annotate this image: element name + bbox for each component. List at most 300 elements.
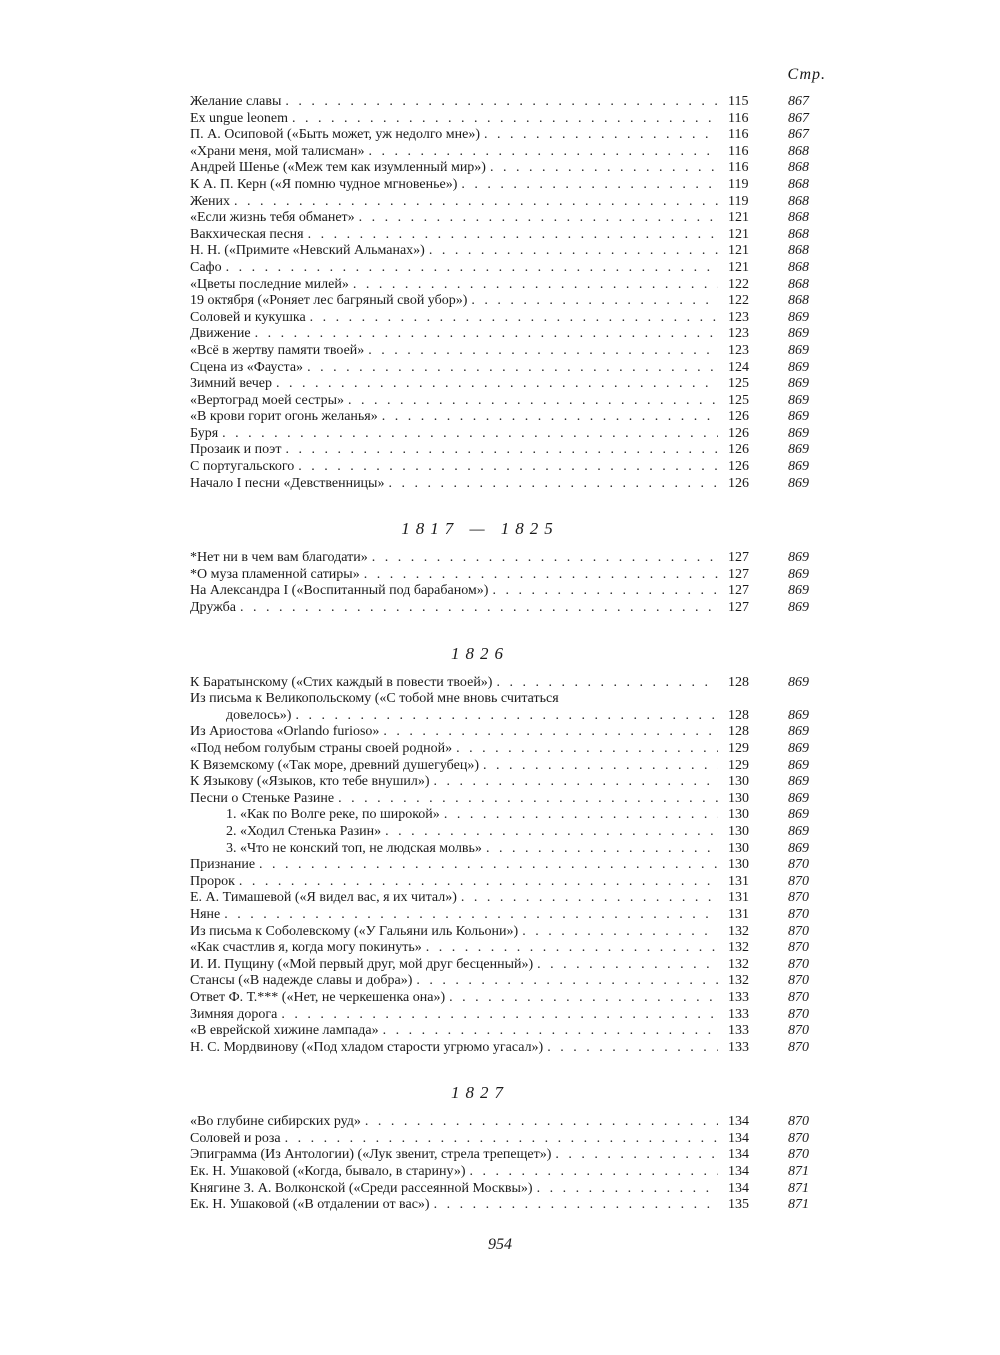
entry-page-number: 121	[728, 210, 749, 226]
toc-entry	[190, 1164, 830, 1181]
entry-note-page: 869	[788, 425, 809, 441]
toc-entry	[190, 111, 830, 128]
entry-title-text: Н. Н. («Примите «Невский Альманах»)	[190, 243, 425, 259]
entry-title-text: «Вертоград моей сестры»	[190, 392, 344, 408]
entry-title	[190, 550, 718, 567]
dot-leader	[537, 1181, 718, 1198]
entry-page-number: 126	[728, 459, 749, 475]
entry-page-number: 131	[728, 890, 749, 906]
entry-title	[190, 293, 718, 310]
entry-page-number: 128	[728, 724, 749, 740]
entry-page-number: 121	[728, 259, 749, 275]
entry-page-number: 123	[728, 309, 749, 325]
entry-title	[226, 807, 718, 824]
entry-title	[190, 724, 718, 741]
section-title: 1817 — 1825	[401, 519, 559, 539]
toc-entry	[190, 824, 830, 841]
entry-page-number: 133	[728, 1039, 749, 1055]
entry-page-number: 128	[728, 707, 749, 723]
entry-page-number: 115	[728, 94, 749, 109]
entry-note-page: 870	[788, 857, 809, 873]
entry-title-text: Признание	[190, 857, 256, 873]
entry-note-page: 868	[788, 243, 809, 259]
dot-leader	[496, 675, 718, 692]
entry-title-text: «В крови горит огонь желанья»	[190, 409, 378, 425]
toc-entry	[190, 758, 830, 775]
entry-note-page: 869	[788, 741, 809, 756]
entry-page-number: 132	[728, 956, 749, 972]
toc-entry	[190, 177, 830, 194]
entry-title	[190, 741, 718, 758]
entry-note-page: 869	[788, 707, 809, 723]
toc-entry	[190, 583, 830, 600]
dot-leader	[353, 277, 718, 294]
entry-note-page: 869	[788, 376, 809, 392]
entry-page-number: 126	[728, 409, 749, 425]
entry-title	[190, 160, 718, 177]
entry-page-number: 121	[728, 243, 749, 259]
entry-title	[190, 177, 718, 194]
entry-page-number: 135	[728, 1197, 749, 1213]
entry-note-page: 869	[788, 600, 809, 616]
entry-title-text: Соловей и кукушка	[190, 309, 306, 325]
toc-entry	[190, 127, 830, 144]
entry-title	[190, 791, 718, 808]
entry-title-text: 2. «Ходил Стенька Разин»	[226, 823, 382, 839]
entry-page-number: 127	[728, 600, 749, 616]
dot-leader	[461, 890, 718, 907]
entry-title-text: Княгине З. А. Волконской («Среди рассеянной Москвы»)	[190, 1180, 533, 1196]
entry-note-page: 869	[788, 409, 809, 425]
toc-entry	[190, 260, 830, 277]
entry-note-page: 871	[788, 1180, 809, 1196]
entry-note-page: 868	[788, 276, 809, 292]
entry-page-number: 116	[728, 143, 749, 159]
entry-page-number: 132	[728, 940, 749, 956]
entry-title	[190, 127, 718, 144]
entry-note-page: 868	[788, 193, 809, 209]
entry-page-number: 134	[728, 1147, 749, 1163]
entry-title-text: 19 октября («Роняет лес багряный свой убор»)	[190, 293, 468, 309]
toc-entry	[190, 691, 830, 708]
dot-leader	[368, 144, 718, 161]
toc-entry	[190, 675, 830, 692]
entry-page-number: 125	[728, 392, 749, 408]
dot-leader	[483, 758, 718, 775]
entry-note-page: 869	[788, 674, 809, 690]
entry-page-number: 134	[728, 1164, 749, 1180]
entry-title-text: Движение	[190, 326, 251, 342]
entry-note-page: 869	[788, 566, 809, 582]
entry-title-text: «В еврейской хижине лампада»	[190, 1023, 379, 1039]
toc-entry	[190, 791, 830, 808]
entry-note-page: 868	[788, 160, 809, 176]
toc-entry	[190, 907, 830, 924]
entry-note-page: 869	[788, 359, 809, 375]
dot-leader	[372, 550, 718, 567]
toc-entry	[190, 724, 830, 741]
entry-note-page: 868	[788, 259, 809, 275]
dot-leader	[310, 310, 718, 327]
entry-title	[190, 376, 718, 393]
entry-page-number: 126	[728, 425, 749, 441]
entry-page-number: 132	[728, 973, 749, 989]
entry-title-text: Пророк	[190, 873, 235, 889]
entry-title	[190, 442, 718, 459]
entry-title	[190, 1131, 718, 1148]
page-number: 954	[488, 1236, 512, 1253]
dot-leader	[537, 957, 718, 974]
entry-title	[190, 459, 718, 476]
entry-note-page: 870	[788, 989, 809, 1005]
entry-title-text: И. И. Пущину («Мой первый друг, мой друг бесценный»)	[190, 956, 534, 972]
entry-title	[190, 476, 718, 493]
entry-title-text: «Как счастлив я, когда могу покинуть»	[190, 940, 422, 956]
entry-title	[190, 360, 718, 377]
entry-title	[190, 874, 718, 891]
dot-leader	[222, 426, 718, 443]
entry-title	[190, 1007, 718, 1024]
toc-entry	[190, 1181, 830, 1198]
entry-title	[190, 277, 718, 294]
entry-note-page: 869	[788, 459, 809, 475]
dot-leader	[382, 409, 718, 426]
entry-title-text: «Во глубине сибирских руд»	[190, 1114, 361, 1130]
entry-title-text: П. А. Осиповой («Быть может, уж недолго мне»)	[190, 127, 480, 143]
dot-leader	[285, 1131, 718, 1148]
entry-page-number: 116	[728, 127, 749, 143]
entry-note-page: 871	[788, 1164, 809, 1180]
entry-title-text: Эпиграмма (Из Антологии) («Лук звенит, стрела трепещет»)	[190, 1147, 552, 1163]
entry-title-text: *О муза пламенной сатиры»	[190, 566, 360, 582]
entry-title	[190, 924, 718, 941]
toc-entry	[190, 459, 830, 476]
toc-section	[190, 492, 830, 616]
entry-title-text: Ex ungue leonem	[190, 110, 288, 126]
entry-page-number: 123	[728, 326, 749, 342]
entry-note-page: 869	[788, 550, 809, 566]
entry-title-text: *Нет ни в чем вам благодати»	[190, 550, 368, 566]
toc-entry	[190, 1040, 830, 1057]
dot-leader	[368, 343, 718, 360]
entry-title-text: «Под небом голубым страны своей родной»	[190, 741, 453, 756]
entry-title	[226, 824, 718, 841]
entry-page-number: 134	[728, 1180, 749, 1196]
entry-note-page: 870	[788, 940, 809, 956]
entry-note-page: 869	[788, 442, 809, 458]
toc-entry	[190, 293, 830, 310]
entry-note-page: 870	[788, 873, 809, 889]
entry-title-text: Ек. Н. Ушаковой («В отдалении от вас»)	[190, 1197, 430, 1213]
dot-leader	[285, 94, 718, 111]
dot-leader	[364, 567, 718, 584]
entry-note-page: 867	[788, 110, 809, 126]
entry-title	[190, 758, 718, 775]
dot-leader	[416, 973, 718, 990]
entry-page-number: 119	[728, 193, 749, 209]
entry-page-number: 130	[728, 790, 749, 806]
dot-leader	[292, 111, 718, 128]
entry-title-text: Прозаик и поэт	[190, 442, 282, 458]
entry-page-number: 123	[728, 342, 749, 358]
entry-title	[190, 1197, 718, 1214]
dot-leader	[281, 1007, 718, 1024]
toc-entry	[190, 393, 830, 410]
dot-leader	[276, 376, 718, 393]
entry-title	[190, 144, 718, 161]
toc-entry	[190, 741, 830, 758]
toc-entry	[190, 874, 830, 891]
entry-title-text: Буря	[190, 425, 219, 441]
entry-title	[190, 940, 718, 957]
entry-note-page: 870	[788, 1023, 809, 1039]
entry-note-page: 869	[788, 326, 809, 342]
entry-title	[190, 567, 718, 584]
toc-entry	[190, 890, 830, 907]
entry-title	[190, 227, 718, 244]
toc-entry	[190, 990, 830, 1007]
entry-note-page: 869	[788, 757, 809, 773]
entry-page-number: 116	[728, 160, 749, 176]
entry-title	[190, 1114, 718, 1131]
toc-section	[190, 617, 830, 1057]
toc-entry	[190, 194, 830, 211]
dot-leader	[461, 177, 718, 194]
entry-title	[190, 691, 718, 708]
toc-entry	[190, 940, 830, 957]
entry-note-page: 870	[788, 956, 809, 972]
entry-title	[190, 1040, 718, 1057]
toc-entry	[190, 277, 830, 294]
entry-page-number: 130	[728, 840, 749, 856]
entry-note-page: 870	[788, 1039, 809, 1055]
entry-page-number: 129	[728, 757, 749, 773]
dot-leader	[492, 583, 718, 600]
dot-leader	[434, 774, 718, 791]
entry-page-number: 122	[728, 276, 749, 292]
entry-page-number: 128	[728, 674, 749, 690]
toc-entry	[190, 957, 830, 974]
dot-leader	[385, 824, 718, 841]
entry-title-text: К Вяземскому («Так море, древний душегубец»)	[190, 757, 479, 773]
dot-leader	[456, 741, 718, 758]
entry-note-page: 870	[788, 1130, 809, 1146]
entry-title-text: Андрей Шенье («Меж тем как изумленный мир»)	[190, 160, 486, 176]
dot-leader	[522, 924, 718, 941]
entry-note-page: 869	[788, 790, 809, 806]
entry-note-page: 868	[788, 176, 809, 192]
dot-leader	[470, 1164, 718, 1181]
entry-page-number: 133	[728, 1006, 749, 1022]
entry-title	[190, 94, 718, 111]
dot-leader	[226, 260, 718, 277]
toc-entry	[190, 409, 830, 426]
toc-entry	[190, 1023, 830, 1040]
dot-leader	[239, 874, 718, 891]
toc-entry	[190, 550, 830, 567]
dot-leader	[388, 476, 718, 493]
entry-page-number: 121	[728, 226, 749, 242]
dot-leader	[429, 243, 718, 260]
entry-note-page: 869	[788, 583, 809, 599]
entry-note-page: 869	[788, 724, 809, 740]
toc-entry	[190, 600, 830, 617]
entry-page-number: 130	[728, 857, 749, 873]
dot-leader	[383, 724, 718, 741]
dot-leader	[547, 1040, 718, 1057]
entry-note-page: 870	[788, 923, 809, 939]
toc-entry	[190, 1114, 830, 1131]
entry-title	[190, 210, 718, 227]
entry-note-page: 869	[788, 774, 809, 790]
entry-note-page: 870	[788, 973, 809, 989]
toc-entry	[190, 1131, 830, 1148]
entry-note-page: 869	[788, 475, 809, 491]
toc-entry	[190, 160, 830, 177]
entry-title	[190, 990, 718, 1007]
toc-entry	[190, 210, 830, 227]
toc-entry	[190, 807, 830, 824]
toc-page	[190, 66, 830, 1214]
entry-title	[190, 310, 718, 327]
entry-title-text: 3. «Что не конский топ, не людская молвь»	[226, 840, 482, 856]
entry-title	[190, 600, 718, 617]
entry-title	[190, 675, 718, 692]
entry-title-text: К Баратынскому («Стих каждый в повести твоей»)	[190, 674, 493, 690]
entry-page-number: 131	[728, 873, 749, 889]
entry-title	[190, 393, 718, 410]
entry-title	[190, 1164, 718, 1181]
entry-title	[190, 1181, 718, 1198]
entry-title	[190, 326, 718, 343]
entry-note-page: 868	[788, 226, 809, 242]
entry-title-text: Стансы («В надежде славы и добра»)	[190, 973, 413, 989]
entry-note-page: 869	[788, 840, 809, 856]
dot-leader	[484, 127, 718, 144]
entry-title-text: Вакхическая песня	[190, 226, 304, 242]
entry-page-number: 119	[728, 176, 749, 192]
toc-entry	[190, 708, 830, 725]
entry-page-number: 122	[728, 293, 749, 309]
entry-page-number: 133	[728, 1023, 749, 1039]
entry-title-text: Дружба	[190, 600, 237, 616]
entry-page-number: 116	[728, 110, 749, 126]
dot-leader	[255, 326, 718, 343]
dot-leader	[471, 293, 718, 310]
dot-leader	[298, 459, 718, 476]
toc-entry	[190, 310, 830, 327]
entry-page-number: 130	[728, 823, 749, 839]
toc-entry	[190, 1197, 830, 1214]
entry-page-number: 127	[728, 566, 749, 582]
entry-title	[190, 260, 718, 277]
entry-note-page: 868	[788, 210, 809, 226]
entry-title	[190, 194, 718, 211]
dot-leader	[449, 990, 718, 1007]
dot-leader	[295, 708, 718, 725]
entry-title-text: Зимняя дорога	[190, 1006, 278, 1022]
entry-note-page: 869	[788, 823, 809, 839]
entry-note-page: 870	[788, 906, 809, 922]
toc-entry	[190, 841, 830, 858]
toc-entry	[190, 567, 830, 584]
entry-title-text: Ответ Ф. Т.*** («Нет, не черкешенка она»)	[190, 989, 446, 1005]
toc-entry	[190, 774, 830, 791]
dot-leader	[490, 160, 718, 177]
entry-title	[190, 111, 718, 128]
dot-leader	[224, 907, 718, 924]
entry-title	[190, 1147, 718, 1164]
entry-title-text: Песни о Стеньке Разине	[190, 790, 335, 806]
entry-title	[190, 957, 718, 974]
entry-note-page: 868	[788, 143, 809, 159]
toc-entry	[190, 94, 830, 111]
dot-leader	[426, 940, 718, 957]
entry-title-text: Ек. Н. Ушаковой («Когда, бывало, в старину»)	[190, 1164, 466, 1180]
entry-note-page: 870	[788, 1114, 809, 1130]
toc-entry	[190, 376, 830, 393]
entry-title-text: Из письма к Великопольскому («С тобой мне вновь считаться	[190, 691, 559, 707]
entry-title-text: К Языкову («Языков, кто тебе внушил»)	[190, 774, 430, 790]
section-spacer	[190, 1056, 830, 1078]
toc-entry	[190, 442, 830, 459]
entry-title-text: 1. «Как по Волге реке, по широкой»	[226, 807, 440, 823]
entry-title-text: довелось»)	[226, 707, 292, 723]
entry-title-text: Сцена из «Фауста»	[190, 359, 304, 375]
entry-title-text: Е. А. Тимашевой («Я видел вас, я их читал»)	[190, 890, 457, 906]
entry-note-page: 867	[788, 94, 809, 109]
toc-entry	[190, 857, 830, 874]
entry-page-number: 127	[728, 550, 749, 566]
entry-note-page: 869	[788, 392, 809, 408]
section-spacer	[190, 617, 830, 639]
entry-page-number: 130	[728, 774, 749, 790]
entry-note-page: 867	[788, 127, 809, 143]
entry-note-page: 869	[788, 807, 809, 823]
entry-page-number: 126	[728, 475, 749, 491]
entry-note-page: 871	[788, 1197, 809, 1213]
entry-page-number: 133	[728, 989, 749, 1005]
entry-title-text: «Цветы последние милей»	[190, 276, 349, 292]
section-spacer	[190, 492, 830, 514]
section-title: 1826	[451, 643, 509, 663]
entry-note-page: 869	[788, 309, 809, 325]
entry-title	[190, 774, 718, 791]
entry-page-number: 131	[728, 906, 749, 922]
entry-page-number: 124	[728, 359, 749, 375]
entry-title-text: На Александра I («Воспитанный под барабаном»)	[190, 583, 489, 599]
entry-page-number: 132	[728, 923, 749, 939]
entry-title	[190, 973, 718, 990]
entry-note-page: 870	[788, 1006, 809, 1022]
entry-title	[190, 243, 718, 260]
dot-leader	[365, 1114, 718, 1131]
dot-leader	[444, 807, 718, 824]
entry-title	[190, 1023, 718, 1040]
dot-leader	[308, 227, 718, 244]
entry-title-text: С португальского	[190, 459, 295, 475]
entry-title-text: Начало I песни «Девственницы»	[190, 475, 385, 491]
dot-leader	[285, 442, 718, 459]
entry-note-page: 869	[788, 342, 809, 358]
entry-note-page: 868	[788, 293, 809, 309]
entry-title	[190, 343, 718, 360]
dot-leader	[259, 857, 718, 874]
dot-leader	[359, 210, 718, 227]
toc-entry	[190, 973, 830, 990]
toc-sections	[190, 94, 830, 1214]
toc-section	[190, 1056, 830, 1214]
